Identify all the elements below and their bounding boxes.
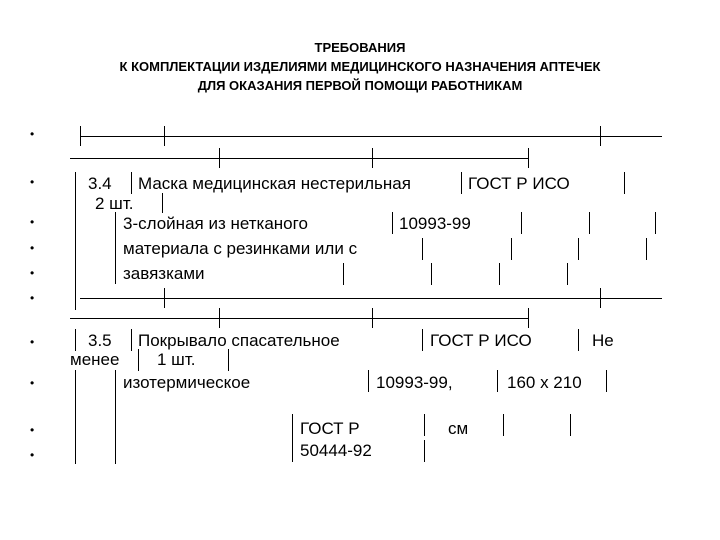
- table-rule: [75, 194, 76, 310]
- row-3-4-name-line-2: 3-слойная из нетканого: [123, 214, 308, 233]
- row-3-5-standard-line-2: 10993-99,: [376, 373, 453, 392]
- table-rule: [511, 238, 512, 260]
- row-3-5-standard-line-4: 50444-92: [300, 441, 372, 460]
- table-rule: [138, 349, 139, 371]
- table-rule: [528, 148, 529, 168]
- table-rule: [567, 263, 568, 285]
- table-rule: [164, 288, 165, 308]
- row-3-5-number: 3.5: [88, 331, 112, 350]
- table-rule: [570, 414, 571, 436]
- table-rule: [600, 288, 601, 308]
- row-3-4-name-line-4: завязками: [123, 264, 205, 283]
- table-rule: [75, 172, 76, 194]
- bullet: •: [30, 175, 35, 189]
- row-3-5-size-qualifier: менее: [70, 350, 120, 369]
- row-3-4-standard-line-2: 10993-99: [399, 214, 471, 233]
- table-rule: [578, 329, 579, 351]
- row-3-5-size-prefix: Не: [592, 331, 614, 350]
- table-rule: [80, 136, 662, 137]
- row-3-5-quantity: 1 шт.: [157, 350, 196, 369]
- table-rule: [503, 414, 504, 436]
- bullet: •: [30, 376, 35, 390]
- table-rule: [528, 308, 529, 328]
- bullet: •: [30, 291, 35, 305]
- table-rule: [372, 308, 373, 328]
- table-rule: [80, 126, 81, 146]
- table-rule: [115, 212, 116, 284]
- row-3-5-size-value: 160 х 210: [507, 373, 582, 392]
- table-rule: [422, 329, 423, 351]
- table-rule: [219, 308, 220, 328]
- document-header: [0, 38, 720, 95]
- table-rule: [624, 172, 625, 194]
- bullet: •: [30, 335, 35, 349]
- table-rule: [422, 238, 423, 260]
- table-rule: [372, 148, 373, 168]
- bullet: •: [30, 423, 35, 437]
- row-3-5-name-line-1: Покрывало спасательное: [138, 331, 340, 350]
- table-rule: [131, 329, 132, 351]
- table-rule: [424, 440, 425, 462]
- table-rule: [578, 238, 579, 260]
- row-3-5-standard-line-3: ГОСТ Р: [300, 419, 360, 438]
- row-3-4-quantity: 2 шт.: [95, 194, 134, 213]
- table-rule: [70, 158, 528, 159]
- bullet: •: [30, 266, 35, 280]
- table-rule: [219, 148, 220, 168]
- table-rule: [606, 370, 607, 392]
- row-3-5-standard-line-1: ГОСТ Р ИСО: [430, 331, 532, 350]
- row-3-4-standard-line-1: ГОСТ Р ИСО: [468, 174, 570, 193]
- table-rule: [292, 414, 293, 462]
- row-3-4-name-line-3: материала с резинками или с: [123, 239, 358, 258]
- table-rule: [368, 370, 369, 392]
- header-title: ТРЕБОВАНИЯ: [314, 40, 406, 55]
- table-rule: [115, 370, 116, 464]
- table-rule: [392, 212, 393, 234]
- table-rule: [497, 370, 498, 392]
- table-rule: [431, 263, 432, 285]
- table-rule: [461, 172, 462, 194]
- table-rule: [162, 193, 163, 213]
- table-rule: [164, 126, 165, 146]
- header-subtitle-line-1: К КОМПЛЕКТАЦИИ ИЗДЕЛИЯМИ МЕДИЦИНСКОГО НАЗНАЧЕНИЯ АПТЕЧЕК: [119, 59, 601, 74]
- row-3-5-size-unit: см: [448, 419, 469, 438]
- bullet: •: [30, 448, 35, 462]
- table-rule: [424, 414, 425, 436]
- table-rule: [75, 370, 76, 464]
- table-rule: [646, 238, 647, 260]
- bullet: •: [30, 215, 35, 229]
- table-rule: [600, 126, 601, 146]
- table-rule: [521, 212, 522, 234]
- row-3-4-name-line-1: Маска медицинская нестерильная: [138, 174, 411, 193]
- table-rule: [80, 298, 662, 299]
- table-rule: [499, 263, 500, 285]
- row-3-5-name-line-2: изотермическое: [123, 373, 251, 392]
- table-rule: [655, 212, 656, 234]
- table-rule: [343, 263, 344, 285]
- row-3-4-number: 3.4: [88, 174, 112, 193]
- table-rule: [131, 172, 132, 194]
- table-rule: [228, 349, 229, 371]
- bullet: •: [30, 127, 35, 141]
- bullet: •: [30, 241, 35, 255]
- header-subtitle-line-2: ДЛЯ ОКАЗАНИЯ ПЕРВОЙ ПОМОЩИ РАБОТНИКАМ: [197, 78, 523, 93]
- table-rule: [70, 318, 528, 319]
- table-rule: [589, 212, 590, 234]
- table-rule: [75, 329, 76, 351]
